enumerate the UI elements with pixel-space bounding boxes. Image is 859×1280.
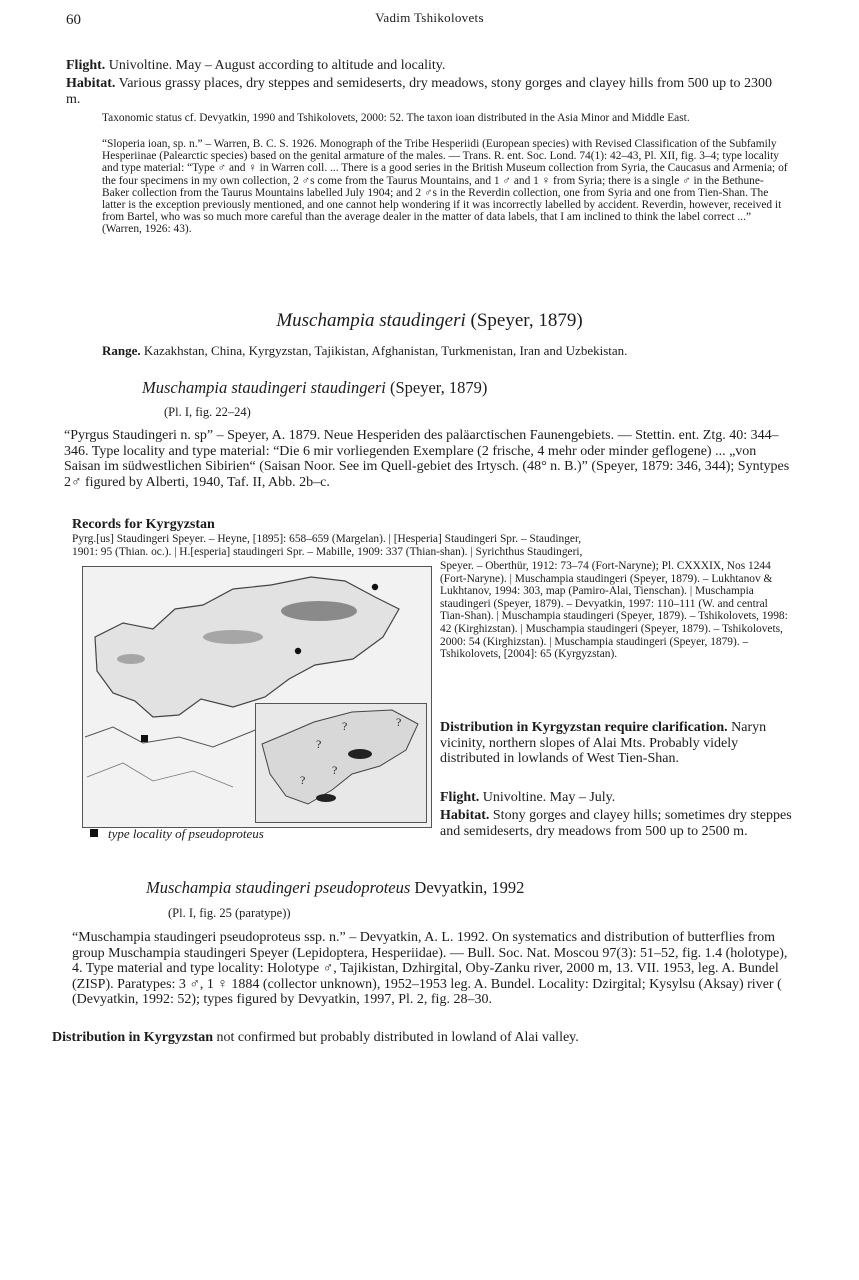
subspecies-1-title: Muschampia staudingeri staudingeri [142,378,386,397]
distribution-2-label: Distribution in Kyrgyzstan [52,1030,214,1045]
species-author: (Speyer, 1879) [470,310,583,331]
inset-range-2 [316,794,336,802]
distribution-1-paragraph [440,720,796,767]
flight-2-label: Flight. [440,790,480,805]
inset-map [255,703,427,823]
range-text: Kazakhstan, China, Kyrgyzstan, Tajikistan, Afghanistan, Turkmenistan, Iran and Uzbekistan. [143,343,628,358]
inset-outline [262,710,418,804]
legend-square-icon [90,829,98,837]
running-head: Vadim Tshikolovets [375,10,484,25]
inset-question-mark: ? [396,715,402,729]
type-locality-square [141,735,148,742]
neighbor-border [85,717,283,747]
flight-label: Flight. [66,58,106,73]
range-paragraph [102,343,792,359]
habitat-2-paragraph [440,808,796,839]
subspecies-2-heading [146,878,524,898]
record-dot-2 [295,648,301,654]
subspecies-2-plate: (Pl. I, fig. 25 (paratype)) [168,906,291,920]
range-label: Range. [102,343,141,358]
flight-2-text: Univoltine. May – July. [482,790,616,805]
taxonomic-note: Taxonomic status cf. Devyatkin, 1990 and Tshikolovets, 2000: 52. The taxon ioan distributed in the Asia Minor and Middle East. [102,112,690,124]
issyk-kul-lake [281,601,357,621]
kyrgyzstan-outline [95,577,399,717]
inset-range-1 [348,749,372,759]
records-line-2: 1901: 95 (Thian. oc.). | H.[esperia] staudingeri Spr. – Mabille, 1909: 337 (Thian-shan). | Syrichthus Staudingeri, [72,546,583,558]
habitat-text: Various grassy places, dry steppes and semideserts, dry meadows, stony gorges and clayey hills from 500 up to 2300 m. [66,76,772,107]
distribution-1-label: Distribution in Kyrgyzstan require clarification. [440,720,728,735]
warren-quote: “Sloperia ioan, sp. n.” – Warren, B. C. S. 1926. Monograph of the Tribe Hesperiidi (European species) with Revised Classification of the Subfamily Hesperiinae (Palearctic species) based on the genital armature of the males. — Trans. R. ent. Soc. Lond. 74(1): 42–43, Pl. XII, fig. 3–4; type locality and type material: “Type ♂ and ♀ in Warren coll. ... There is a good series in the British Museum collection from Syria, the Caucasus and Armenia; of the four specimens in my own collection, 2 ♂s come from the Taurus Mountains, and 1 ♂ and 1 ♀ from Syria; there is a single ♂ in the Bethune-Baker collection from the Taurus Mountains labelled July 1904; and 2 ♂s in the Reverdin collection, one from Syria and one from Tien-Shan. The latter is the exception previously mentioned, and one cannot help wondering if it was incorrectly labelled by accident. Reverdin, however, received it from Bartel, who was so much more careful than the average dealer in the matter of data labels, that I am inclined to think the label correct ...” (Warren, 1926: 43). [102,138,788,236]
inset-question-mark: ? [342,719,348,733]
subspecies-1-citation: “Pyrgus Staudingeri n. sp” – Speyer, A. 1879. Neue Hesperiden des paläarctischen Faunengebiets. — Stettin. ent. Ztg. 40: 344–346. Type locality and type material: “Die 6 mir vorliegenden Exemplare (2 frische, 4 mehr oder minder geflogene) ... „von Saisan im südwestlichen Sibirien“ (Saisan Noor. See im Quell-gebiet des Irtysch. (48° n. B.)” (Speyer, 1879: 346, 344); Syntypes 2♂ figured by Alberti, 1940, Taf. II, Abb. 2b–c. [64,428,790,490]
species-title: Muschampia staudingeri [276,310,466,331]
species-heading [0,310,859,332]
subspecies-1-heading [142,378,487,398]
flight-2-paragraph [440,790,796,806]
habitat-label: Habitat. [66,76,116,91]
records-line-1: Pyrg.[us] Staudingeri Speyer. – Heyne, [1895]: 658–659 (Margelan). | [Hesperia] Staudingeri Spr. – Staudinger, [72,533,582,545]
map-legend [90,826,264,842]
habitat-paragraph [66,76,788,108]
inset-question-mark: ? [300,773,306,787]
record-dot-1 [372,584,378,590]
inset-svg [256,704,426,822]
habitat-2-text: Stony gorges and clayey hills; sometimes dry steppes and semideserts, dry meadows from 500 up to 2500 m. [440,808,792,839]
subspecies-2-citation: “Muschampia staudingeri pseudoproteus ssp. n.” – Devyatkin, A. L. 1992. On systematics and distribution of butterflies from group Muschampia staudingeri Speyer (Lepidoptera, Hesperiidae). — Bull. Soc. Nat. Moscou 97(3): 51–52, fig. 1.4 (holotype), 4. Type material and type locality: Holotype ♂, Tajikistan, Dzhirgital, Oby-Zanku river, 2000 m, 13. VII. 1953, leg. A. Bundel (ZISP). Paratypes: 3 ♂, 1 ♀ 1884 (collector unknown), 1952–1953 leg. A. Bundel. Locality: Dzirgital; Kysylsu (Aksay) river ( (Devyatkin, 1992: 52); types figured by Devyatkin, 1997, Pl. 2, fig. 28–30. [72,930,788,1007]
habitat-2-label: Habitat. [440,808,490,823]
inset-question-mark: ? [332,763,338,777]
flight-paragraph [66,58,786,74]
distribution-1-text: Naryn vicinity, northern slopes of Alai Mts. Probably videly distributed in lowlands of West Tien-Shan. [440,720,767,766]
records-continued: Speyer. – Oberthür, 1912: 73–74 (Fort-Naryne); Pl. CXXXIX, Nos 1244 (Fort-Naryne). | Muschampia staudingeri (Speyer, 1879). – Lukhtanov & Lukhtanov, 1994: 303, map (Pamiro-Alai, Tienschan). | Muschampia staudingeri (Speyer, 1879). – Devyatkin, 1997: 110–111 (W. and central Tian-Shan). | Muschampia staudingeri (Speyer, 1879). – Tshikolovets, 1998: 42 (Kirghizstan). | Muschampia staudingeri (Speyer, 1879). – Tshikolovets, 2000: 54 (Kirghizstan). | Muschampia staudingeri (Speyer, 1879). – Tshikolovets, [2004]: 65 (Kyrgyzstan). [440,560,788,661]
neighbor-border-2 [87,763,233,787]
legend-text: type locality of pseudoproteus [108,826,264,841]
inset-question-mark: ? [316,737,322,751]
distribution-2-paragraph [52,1030,792,1046]
distribution-2-text: not confirmed but probably distributed in lowland of Alai valley. [216,1030,579,1045]
subspecies-1-author: (Speyer, 1879) [389,378,488,397]
range-patch-1 [203,630,263,644]
range-patch-2 [117,654,145,664]
subspecies-2-author: Devyatkin, 1992 [414,878,525,897]
subspecies-1-plate: (Pl. I, fig. 22–24) [164,405,251,419]
subspecies-2-title: Muschampia staudingeri pseudoproteus [146,878,411,897]
page-number: 60 [66,12,81,28]
records-heading: Records for Kyrgyzstan [72,517,215,532]
flight-text: Univoltine. May – August according to altitude and locality. [108,58,446,73]
